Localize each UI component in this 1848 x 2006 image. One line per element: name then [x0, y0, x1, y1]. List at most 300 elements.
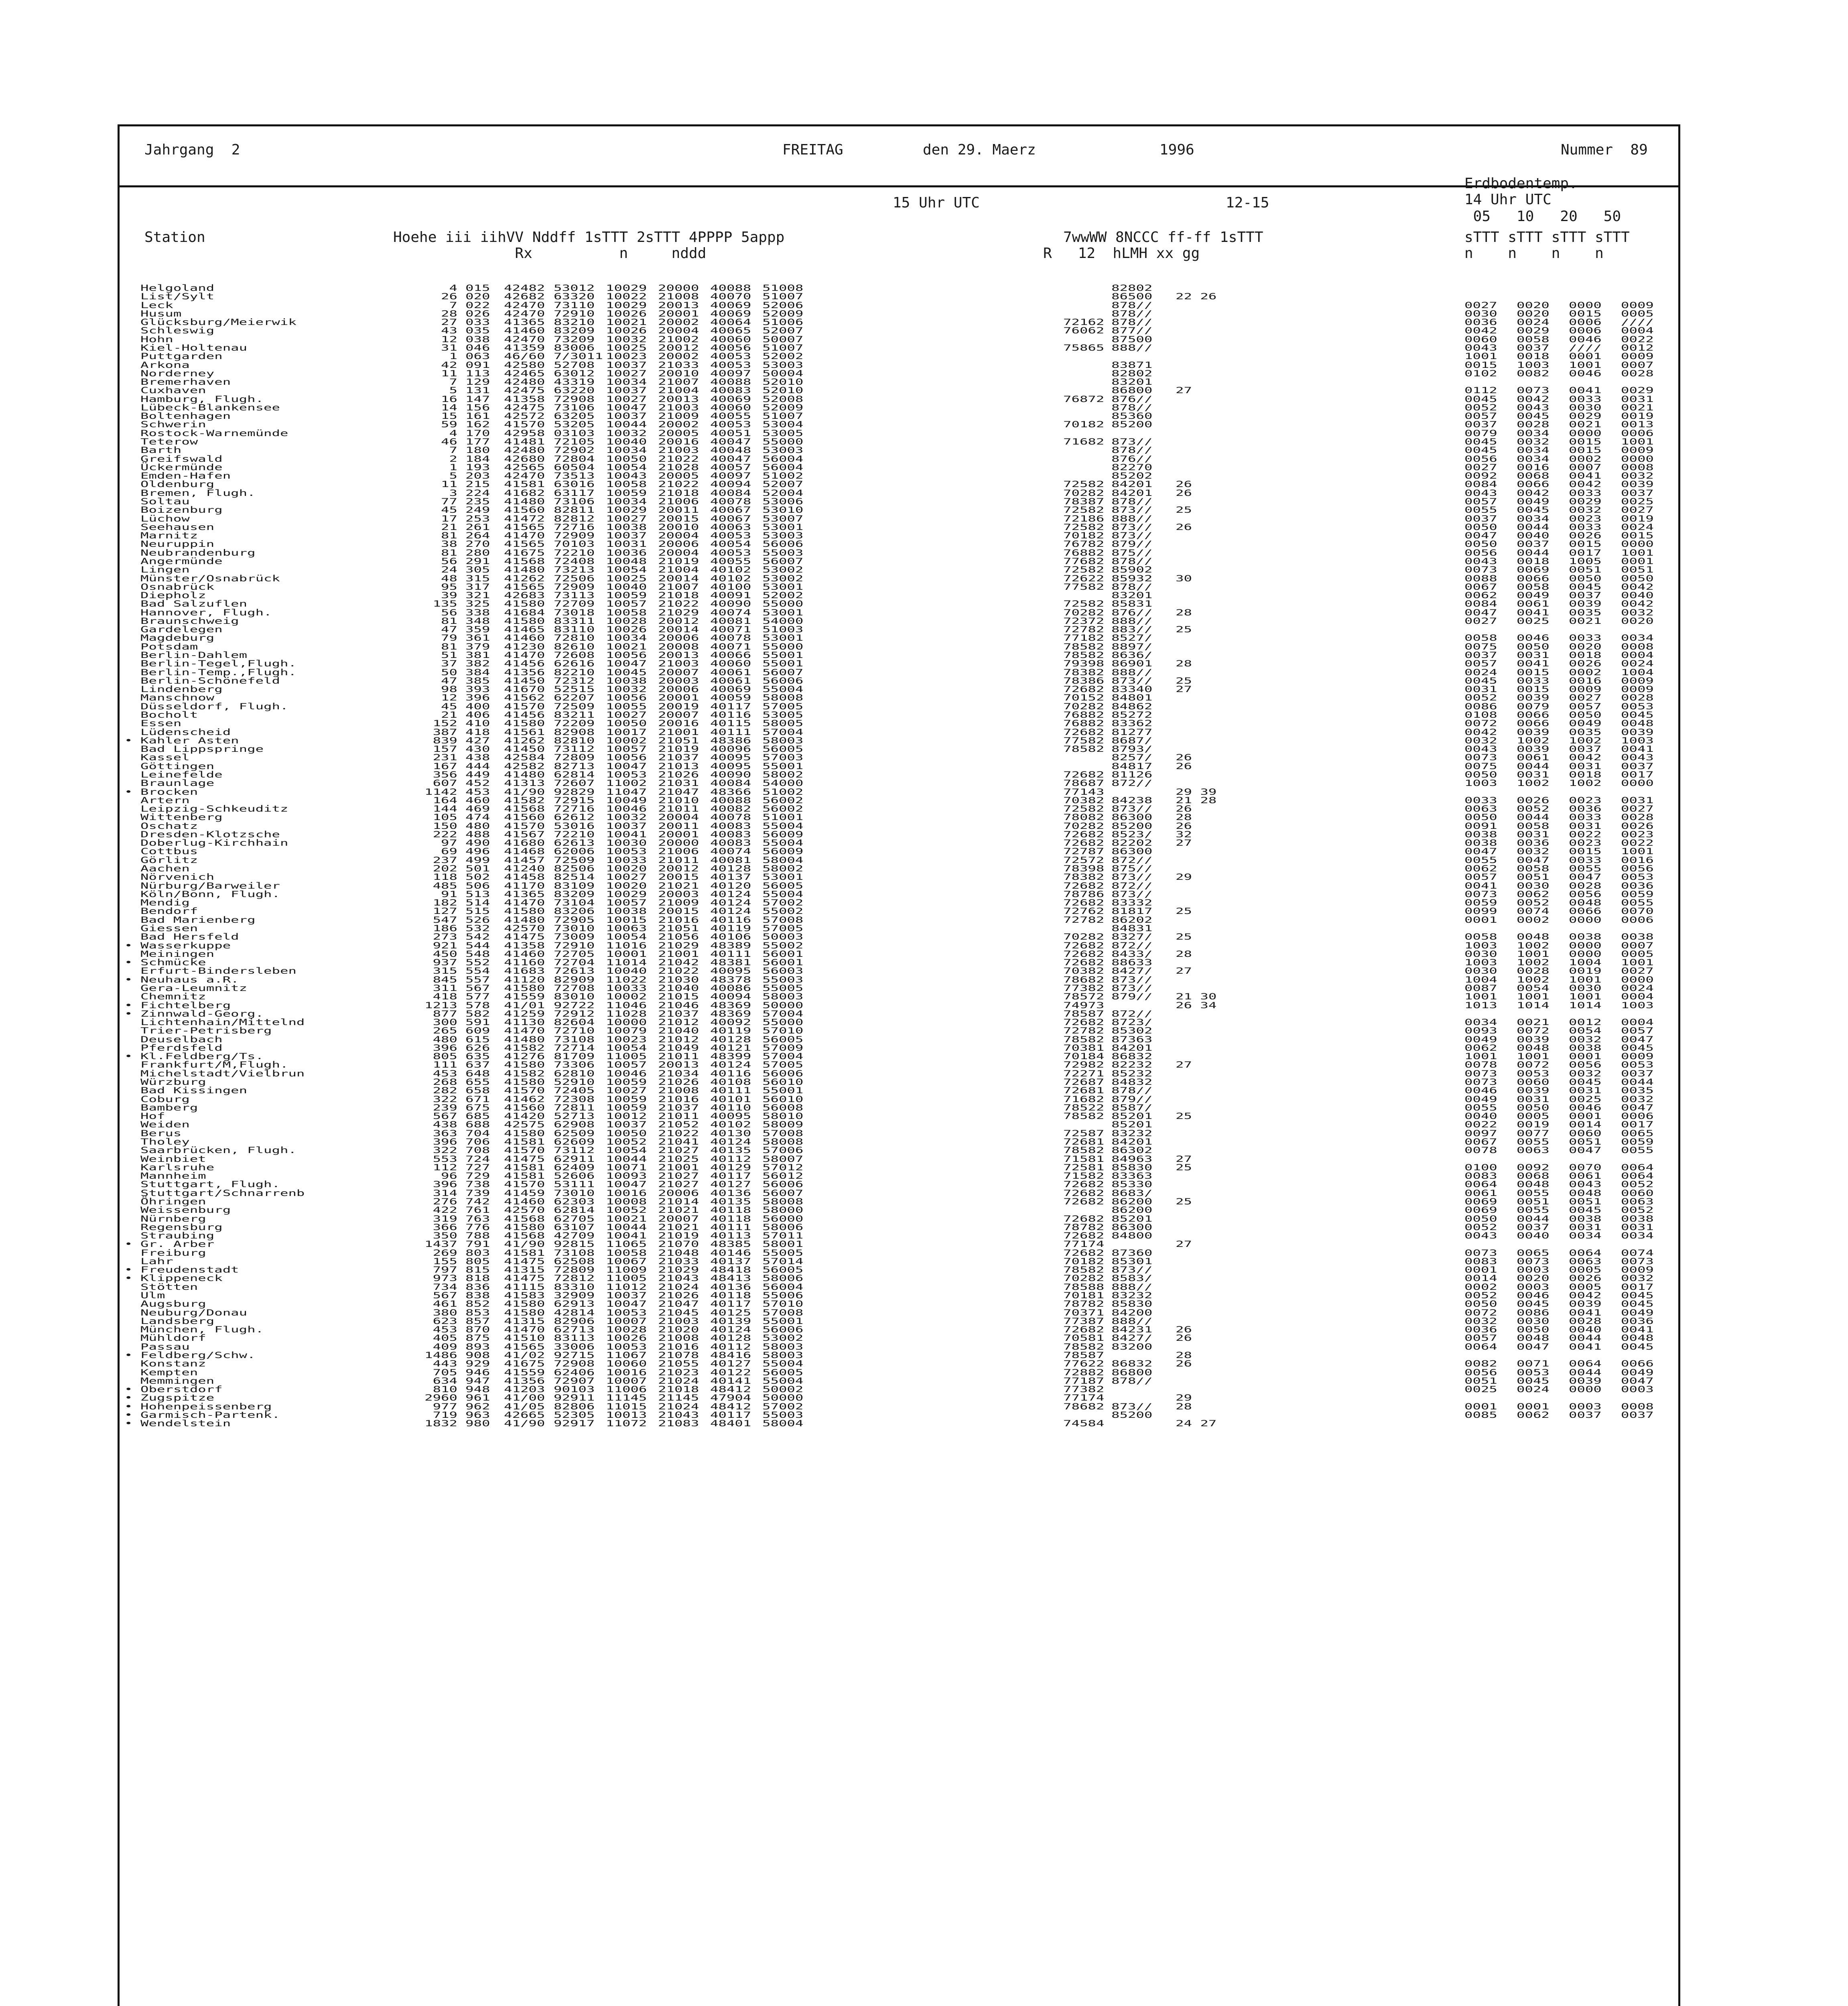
- cell-4pppp: 40048: [710, 445, 751, 455]
- cell-1sttt: 11006: [606, 1384, 647, 1395]
- cell-4pppp: 40088: [710, 283, 751, 293]
- cell-hoehe: 56: [441, 556, 457, 566]
- cell-station-name: Kahler Asten: [140, 735, 239, 746]
- cell-8nccc: 86800: [1111, 386, 1153, 396]
- cell-7wwww: 72682: [1063, 1230, 1105, 1241]
- cell-soil-10: 0072: [1517, 1060, 1549, 1070]
- cell-8nccc: 876//: [1111, 454, 1153, 464]
- cell-iihvv: 41559: [504, 992, 545, 1002]
- cell-hoehe: 7: [449, 300, 457, 311]
- cell-8nccc: 83200: [1111, 1342, 1153, 1352]
- cell-2sttt: 21027: [658, 1171, 699, 1181]
- cell-iii: 962: [465, 1401, 490, 1412]
- table-row: [0, 1010, 1848, 1018]
- cell-1sttt: 10057: [606, 1060, 647, 1070]
- erdboden-time: 14 Uhr UTC: [1464, 191, 1552, 208]
- cell-4pppp: 40081: [710, 855, 751, 865]
- cell-2sttt: 20014: [658, 573, 699, 584]
- cell-soil-10: 0030: [1517, 881, 1549, 891]
- cell-7wwww: 72582: [1063, 599, 1105, 609]
- cell-5appp: 51007: [762, 292, 804, 302]
- cell-5appp: 55004: [762, 821, 804, 831]
- cell-nddff: 83310: [554, 1282, 595, 1292]
- cell-soil-50: 0032: [1621, 1094, 1654, 1105]
- table-row: [0, 489, 1848, 497]
- cell-soil-10: 0050: [1517, 642, 1549, 652]
- cell-station-name: Neubrandenburg: [140, 548, 256, 558]
- cell-5appp: 57010: [762, 1299, 804, 1309]
- cell-5appp: 56005: [762, 881, 804, 891]
- table-row: [0, 788, 1848, 796]
- cell-soil-50: 0073: [1621, 1256, 1654, 1267]
- cell-soil-10: 0047: [1517, 1342, 1549, 1352]
- cell-nddff: 82610: [554, 642, 595, 652]
- cell-2sttt: 20000: [658, 838, 699, 848]
- table-row: [0, 703, 1848, 711]
- cell-nddff: 42814: [554, 1308, 595, 1318]
- cell-iihvv: 41470: [504, 530, 545, 541]
- cell-hoehe: 28: [441, 309, 457, 319]
- cell-iii: 180: [465, 445, 490, 455]
- table-row: [0, 1146, 1848, 1155]
- cell-5appp: 50004: [762, 368, 804, 379]
- cell-1sttt: 10021: [606, 317, 647, 327]
- cell-4pppp: 40119: [710, 923, 751, 934]
- cell-soil-50: 0064: [1621, 1162, 1654, 1173]
- cell-hoehe: 186: [433, 923, 457, 934]
- cell-2sttt: 21051: [658, 923, 699, 934]
- cell-4pppp: 40083: [710, 829, 751, 840]
- cell-2sttt: 20001: [658, 309, 699, 319]
- cell-7wwww: 78382: [1063, 872, 1105, 882]
- cell-8nccc: 84231: [1111, 1324, 1153, 1335]
- cell-nddff: 72607: [554, 778, 595, 788]
- cell-2sttt: 21056: [658, 932, 699, 942]
- cell-nddff: 62409: [554, 1162, 595, 1173]
- cell-2sttt: 21013: [658, 761, 699, 772]
- cell-2sttt: 21008: [658, 1333, 699, 1344]
- cell-2sttt: 21016: [658, 1342, 699, 1352]
- table-row: [0, 1377, 1848, 1385]
- issue-number: Nummer 89: [1561, 142, 1648, 158]
- cell-1sttt: 10046: [606, 1068, 647, 1079]
- cell-8nccc: 84201: [1111, 1137, 1153, 1147]
- cell-7wwww: 72162: [1063, 317, 1105, 327]
- cell-station-name: Hof: [140, 1111, 165, 1121]
- cell-4pppp: 40070: [710, 292, 751, 302]
- cell-2sttt: 20006: [658, 1188, 699, 1198]
- cell-soil-05: 0062: [1464, 590, 1497, 601]
- cell-soil-50: 0027: [1621, 505, 1654, 515]
- cell-soil-05: 0052: [1464, 1222, 1497, 1232]
- cell-2sttt: 20003: [658, 889, 699, 899]
- cell-nddff: 73010: [554, 1188, 595, 1198]
- cell-soil-05: 0073: [1464, 889, 1497, 899]
- cell-ff-ff: 29: [1176, 872, 1192, 882]
- cell-5appp: 57004: [762, 1009, 804, 1019]
- table-row: [0, 1044, 1848, 1052]
- cell-iii: 022: [465, 300, 490, 311]
- cell-2sttt: 21011: [658, 1111, 699, 1121]
- cell-5appp: 58001: [762, 1239, 804, 1249]
- cell-1sttt: 10020: [606, 881, 647, 891]
- cell-station-name: Zugspitze: [140, 1393, 215, 1403]
- cell-1sttt: 10037: [606, 411, 647, 421]
- cell-8nccc: 8433/: [1111, 949, 1153, 959]
- cell-iihvv: 41570: [504, 1086, 545, 1096]
- cell-soil-05: 0036: [1464, 1324, 1497, 1335]
- cell-hoehe: 567: [433, 1290, 457, 1301]
- cell-soil-50: 0038: [1621, 932, 1654, 942]
- cell-7wwww: 78682: [1063, 1401, 1105, 1412]
- jahrgang: Jahrgang 2: [144, 142, 240, 158]
- cell-nddff: 72811: [554, 1102, 595, 1113]
- cell-8nccc: 81126: [1111, 770, 1153, 780]
- cell-hoehe: 81: [441, 616, 457, 626]
- cell-iii: 348: [465, 616, 490, 626]
- cell-iii: 739: [465, 1188, 490, 1198]
- cell-soil-10: 0044: [1517, 761, 1549, 772]
- cell-1sttt: 10059: [606, 1102, 647, 1113]
- cell-marker: •: [124, 1051, 133, 1062]
- cell-soil-20: 0018: [1569, 770, 1602, 780]
- cell-iii: 671: [465, 1094, 490, 1105]
- cell-4pppp: 40063: [710, 522, 751, 532]
- cell-iii: 776: [465, 1222, 490, 1232]
- cell-4pppp: 40108: [710, 1077, 751, 1087]
- cell-soil-50: 0044: [1621, 1077, 1654, 1087]
- cell-4pppp: 40111: [710, 727, 751, 737]
- cell-7wwww: 70181: [1063, 1290, 1105, 1301]
- cell-4pppp: 40065: [710, 326, 751, 336]
- cell-iihvv: 41462: [504, 1094, 545, 1105]
- cell-ff-ff: 24 27: [1176, 1419, 1217, 1429]
- cell-soil-05: 0057: [1464, 496, 1497, 507]
- cell-1sttt: 10057: [606, 744, 647, 754]
- cell-iii: 038: [465, 334, 490, 345]
- table-row: [0, 1411, 1848, 1419]
- cell-1sttt: 10000: [606, 1017, 647, 1027]
- cell-nddff: 83209: [554, 889, 595, 899]
- cell-marker: •: [124, 1273, 133, 1284]
- cell-iii: 444: [465, 761, 490, 772]
- cell-soil-10: 0048: [1517, 932, 1549, 942]
- cell-soil-50: 0009: [1621, 684, 1654, 694]
- cell-4pppp: 40112: [710, 1154, 751, 1164]
- cell-ff-ff: 28: [1176, 659, 1192, 669]
- cell-soil-50: 0039: [1621, 727, 1654, 737]
- cell-ff-ff: 26: [1176, 522, 1192, 532]
- cell-2sttt: 21020: [658, 1324, 699, 1335]
- cell-station-name: Trier-Petrisberg: [140, 1026, 272, 1036]
- table-row: [0, 779, 1848, 788]
- cell-station-name: Lindenberg: [140, 684, 223, 694]
- cell-7wwww: 78582: [1063, 642, 1105, 652]
- cell-station-name: Michelstadt/Vielbrun: [140, 1068, 305, 1079]
- cell-1sttt: 10053: [606, 770, 647, 780]
- cell-iihvv: 41365: [504, 889, 545, 899]
- cell-iii: 803: [465, 1248, 490, 1258]
- cell-soil-10: 0044: [1517, 1214, 1549, 1224]
- cell-soil-05: 0069: [1464, 1196, 1497, 1207]
- cell-nddff: 72308: [554, 1094, 595, 1105]
- cell-8nccc: 873//: [1111, 1401, 1153, 1412]
- cell-soil-05: 0102: [1464, 368, 1497, 379]
- cell-4pppp: 40092: [710, 1017, 751, 1027]
- cell-soil-20: 0042: [1569, 753, 1602, 763]
- cell-2sttt: 21004: [658, 386, 699, 396]
- cell-soil-20: 0034: [1569, 1230, 1602, 1241]
- cell-soil-10: 0045: [1517, 1299, 1549, 1309]
- cell-hoehe: 977: [433, 1401, 457, 1412]
- cell-hoehe: 607: [433, 778, 457, 788]
- cell-soil-20: 0051: [1569, 1196, 1602, 1207]
- cell-soil-05: 1003: [1464, 778, 1497, 788]
- cell-hoehe: 396: [433, 1043, 457, 1053]
- cell-nddff: 82906: [554, 1316, 595, 1326]
- cell-station-name: Klippeneck: [140, 1273, 223, 1284]
- cell-hoehe: 37: [441, 659, 457, 669]
- cell-4pppp: 40071: [710, 624, 751, 635]
- cell-1sttt: 10027: [606, 394, 647, 404]
- cell-8nccc: 83340: [1111, 684, 1153, 694]
- cell-soil-50: 1001: [1621, 548, 1654, 558]
- cell-iii: 818: [465, 1273, 490, 1284]
- cell-soil-20: 0041: [1569, 1308, 1602, 1318]
- cell-soil-20: 1004: [1569, 957, 1602, 968]
- cell-4pppp: 40116: [710, 1068, 751, 1079]
- table-row: [0, 429, 1848, 438]
- cell-8nccc: 86832: [1111, 1051, 1153, 1062]
- cell-station-name: Zinnwald-Georg.: [140, 1009, 264, 1019]
- cell-nddff: 72105: [554, 437, 595, 447]
- cell-8nccc: 87363: [1111, 1034, 1153, 1045]
- cell-1sttt: 10052: [606, 1137, 647, 1147]
- cell-nddff: 83209: [554, 326, 595, 336]
- cell-soil-05: 1001: [1464, 1051, 1497, 1062]
- cell-nddff: 62908: [554, 1120, 595, 1130]
- cell-1sttt: 10016: [606, 1367, 647, 1378]
- cell-4pppp: 40067: [710, 505, 751, 515]
- cell-hoehe: 56: [441, 607, 457, 618]
- cell-station-name: Kempten: [140, 1367, 198, 1378]
- cell-4pppp: 40084: [710, 778, 751, 788]
- cell-soil-05: 0052: [1464, 402, 1497, 413]
- cell-iii: 430: [465, 744, 490, 754]
- erdboden-column-labels: sTTT sTTT sTTT sTTT: [1464, 229, 1630, 246]
- cell-soil-05: 0082: [1464, 1359, 1497, 1369]
- table-row: [0, 1129, 1848, 1138]
- cell-nddff: 62207: [554, 693, 595, 703]
- cell-iii: 853: [465, 1308, 490, 1318]
- cell-iihvv: 41581: [504, 1137, 545, 1147]
- cell-4pppp: 40082: [710, 804, 751, 814]
- cell-soil-10: 0039: [1517, 1086, 1549, 1096]
- cell-station-name: List/Sylt: [140, 292, 215, 302]
- cell-station-name: Bad Salzuflen: [140, 599, 248, 609]
- cell-2sttt: 21040: [658, 1026, 699, 1036]
- cell-5appp: 56006: [762, 1180, 804, 1190]
- cell-hoehe: 396: [433, 1180, 457, 1190]
- cell-4pppp: 40127: [710, 1180, 751, 1190]
- cell-soil-20: 0051: [1569, 565, 1602, 575]
- cell-nddff: 53111: [554, 1180, 595, 1190]
- cell-hoehe: 1832: [424, 1419, 457, 1429]
- cell-7wwww: 70282: [1063, 821, 1105, 831]
- cell-nddff: 63016: [554, 479, 595, 490]
- cell-4pppp: 40086: [710, 983, 751, 993]
- cell-hoehe: 356: [433, 770, 457, 780]
- cell-2sttt: 21047: [658, 787, 699, 797]
- cell-1sttt: 10044: [606, 1154, 647, 1164]
- cell-5appp: 53006: [762, 496, 804, 507]
- cell-iihvv: 41560: [504, 812, 545, 822]
- cell-2sttt: 21037: [658, 1009, 699, 1019]
- cell-iii: 393: [465, 684, 490, 694]
- cell-nddff: 73112: [554, 744, 595, 754]
- cell-1sttt: 10079: [606, 1026, 647, 1036]
- cell-nddff: 63220: [554, 386, 595, 396]
- cell-1sttt: 11046: [606, 1000, 647, 1011]
- cell-soil-05: 0057: [1464, 872, 1497, 882]
- cell-4pppp: 40088: [710, 377, 751, 387]
- cell-iihvv: 41262: [504, 735, 545, 746]
- cell-4pppp: 40102: [710, 565, 751, 575]
- cell-hoehe: 164: [433, 795, 457, 806]
- cell-4pppp: 40060: [710, 402, 751, 413]
- cell-1sttt: 10029: [606, 505, 647, 515]
- cell-1sttt: 10057: [606, 599, 647, 609]
- cell-8nccc: 888//: [1111, 1316, 1153, 1326]
- cell-4pppp: 40124: [710, 897, 751, 908]
- cell-5appp: 58006: [762, 1222, 804, 1232]
- cell-nddff: 83113: [554, 1333, 595, 1344]
- cell-4pppp: 48369: [710, 1009, 751, 1019]
- cell-iihvv: 41358: [504, 940, 545, 951]
- cell-7wwww: 78582: [1063, 650, 1105, 660]
- cell-7wwww: 76062: [1063, 326, 1105, 336]
- cell-7wwww: 77174: [1063, 1393, 1105, 1403]
- cell-1sttt: 10023: [606, 351, 647, 361]
- cell-1sttt: 10052: [606, 1205, 647, 1215]
- cell-iihvv: 41160: [504, 957, 545, 968]
- cell-soil-20: 0041: [1569, 386, 1602, 396]
- cell-soil-50: 0015: [1621, 530, 1654, 541]
- cell-nddff: 72902: [554, 445, 595, 455]
- cell-iihvv: 41460: [504, 326, 545, 336]
- cell-8nccc: 878//: [1111, 402, 1153, 413]
- cell-hoehe: 43: [441, 326, 457, 336]
- cell-5appp: 56006: [762, 1068, 804, 1079]
- cell-soil-50: 0047: [1621, 1102, 1654, 1113]
- cell-soil-20: 0000: [1569, 300, 1602, 311]
- cell-hoehe: 553: [433, 1154, 457, 1164]
- cell-8nccc: 873//: [1111, 437, 1153, 447]
- cell-iii: 381: [465, 650, 490, 660]
- cell-5appp: 50002: [762, 1384, 804, 1395]
- cell-8nccc: 86200: [1111, 1205, 1153, 1215]
- cell-soil-10: 0003: [1517, 1282, 1549, 1292]
- cell-iihvv: 42570: [504, 923, 545, 934]
- cell-5appp: 57008: [762, 915, 804, 925]
- table-row: [0, 856, 1848, 865]
- cell-4pppp: 40069: [710, 300, 751, 311]
- cell-nddff: 82812: [554, 514, 595, 524]
- cell-hoehe: 5: [449, 386, 457, 396]
- cell-iii: 131: [465, 386, 490, 396]
- cell-2sttt: 21026: [658, 1290, 699, 1301]
- cell-soil-10: 0015: [1517, 684, 1549, 694]
- cell-soil-05: 0056: [1464, 454, 1497, 464]
- cell-2sttt: 21051: [658, 735, 699, 746]
- cell-soil-50: 0052: [1621, 1205, 1654, 1215]
- cell-soil-05: 0062: [1464, 863, 1497, 874]
- cell-hoehe: 973: [433, 1273, 457, 1284]
- cell-nddff: 52606: [554, 1171, 595, 1181]
- cell-hoehe: 418: [433, 992, 457, 1002]
- cell-8nccc: 84238: [1111, 795, 1153, 806]
- cell-soil-50: 0047: [1621, 1034, 1654, 1045]
- cell-4pppp: 40055: [710, 556, 751, 566]
- cell-iihvv: 41470: [504, 897, 545, 908]
- table-row: [0, 1070, 1848, 1078]
- cell-soil-05: 0025: [1464, 1384, 1497, 1395]
- cell-iii: 305: [465, 565, 490, 575]
- cell-hoehe: 31: [441, 343, 457, 353]
- cell-4pppp: 40110: [710, 1102, 751, 1113]
- cell-iihvv: 41/05: [504, 1401, 545, 1412]
- cell-hoehe: 322: [433, 1145, 457, 1155]
- cell-soil-50: 0042: [1621, 582, 1654, 592]
- cell-nddff: 72506: [554, 573, 595, 584]
- cell-iii: 836: [465, 1282, 490, 1292]
- cell-station-name: Leipzig-Schkeuditz: [140, 804, 288, 814]
- cell-4pppp: 40095: [710, 753, 751, 763]
- cell-iihvv: 41456: [504, 710, 545, 720]
- cell-1sttt: 10001: [606, 949, 647, 959]
- cell-5appp: 58006: [762, 1273, 804, 1284]
- cell-soil-05: 0060: [1464, 334, 1497, 345]
- cell-1sttt: 10047: [606, 659, 647, 669]
- cell-iihvv: 41358: [504, 394, 545, 404]
- cell-iii: 193: [465, 462, 490, 473]
- cell-iihvv: 41568: [504, 1230, 545, 1241]
- cell-nddff: 60504: [554, 462, 595, 473]
- cell-soil-10: 0031: [1517, 829, 1549, 840]
- cell-soil-05: 0030: [1464, 966, 1497, 976]
- cell-nddff: 92829: [554, 787, 595, 797]
- cell-7wwww: 70182: [1063, 530, 1105, 541]
- table-row: [0, 1206, 1848, 1214]
- cell-hoehe: 38: [441, 539, 457, 549]
- cell-5appp: 58010: [762, 1111, 804, 1121]
- cell-iihvv: 41470: [504, 1324, 545, 1335]
- cell-7wwww: 72782: [1063, 915, 1105, 925]
- cell-station-name: Karlsruhe: [140, 1162, 215, 1173]
- cell-soil-10: 0024: [1517, 1384, 1549, 1395]
- cell-nddff: 53205: [554, 420, 595, 430]
- cell-soil-05: 0088: [1464, 573, 1497, 584]
- cell-soil-50: 0032: [1621, 1273, 1654, 1284]
- cell-1sttt: 10038: [606, 906, 647, 917]
- cell-5appp: 58003: [762, 1342, 804, 1352]
- cell-soil-10: 0055: [1517, 1188, 1549, 1198]
- cell-soil-05: 0027: [1464, 616, 1497, 626]
- cell-4pppp: 40059: [710, 693, 751, 703]
- table-row: [0, 1240, 1848, 1249]
- cell-8nccc: 872//: [1111, 855, 1153, 865]
- table-row: [0, 583, 1848, 591]
